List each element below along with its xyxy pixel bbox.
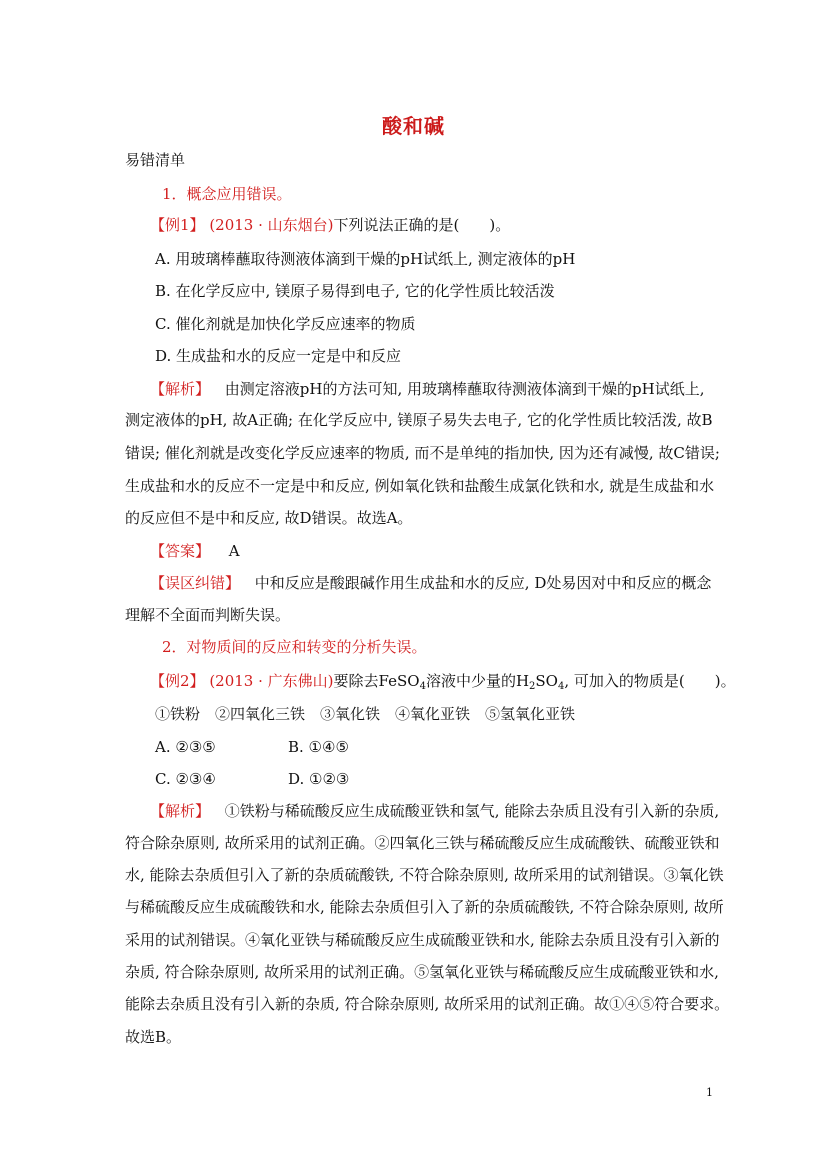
example-1-analysis-line-3: 错误; 催化剂就是改变化学反应速率的物质, 而不是单纯的指加快, 因为还有减慢, 故C错误; xyxy=(125,444,720,462)
example-1-analysis-tag: 【解析】 xyxy=(150,380,211,398)
example-2-option-b: B. ①④⑤ xyxy=(288,738,349,756)
example-2-analysis-line-4: 与稀硫酸反应生成硫酸铁和水, 能除去杂质但引入了新的杂质硫酸铁, 不符合除杂原则, 故所 xyxy=(125,898,724,916)
example-2-analysis-line-6: 杂质, 符合除杂原则, 故所采用的试剂正确。⑤氢氧化亚铁与稀硫酸反应生成硫酸亚铁和水, xyxy=(125,963,719,981)
example-1-analysis-line-2: 测定液体的pH, 故A正确; 在化学反应中, 镁原子易失去电子, 它的化学性质比较活泼, 故B xyxy=(125,411,713,429)
example-1-fix-line-2: 理解不全面而判断失误。 xyxy=(125,606,291,624)
subscript: 4 xyxy=(419,681,426,692)
question-part: 要除去FeSO xyxy=(333,672,420,690)
subscript: 4 xyxy=(557,681,565,692)
example-2-analysis-line-2: 符合除杂原则, 故所采用的试剂正确。②四氧化三铁与稀硫酸反应生成硫酸铁、硫酸亚铁和 xyxy=(125,834,720,852)
example-2-question xyxy=(150,671,736,697)
question-part: 溶液中少量的H xyxy=(425,672,530,690)
example-1-answer-value: A xyxy=(228,542,240,560)
page-title: 酸和碱 xyxy=(382,114,445,138)
example-1-analysis-line-1 xyxy=(150,379,704,399)
fix-text: 中和反应是酸跟碱作用生成盐和水的反应, D处易因对中和反应的概念 xyxy=(254,574,712,592)
example-1-fix-line-1 xyxy=(150,573,711,593)
example-1-analysis-line-5: 的反应但不是中和反应, 故D错误。故选A。 xyxy=(125,509,413,527)
example-2-option-d: D. ①②③ xyxy=(288,770,350,788)
example-1-answer xyxy=(150,541,240,561)
subscript: 2 xyxy=(529,681,536,692)
example-2-source: (2013 · 广东佛山) xyxy=(209,672,334,690)
example-2-option-c: C. ②③④ xyxy=(155,770,216,788)
example-2-analysis-line-1 xyxy=(150,801,719,821)
question-part: SO xyxy=(535,672,558,690)
example-1-source: (2013 · 山东烟台) xyxy=(209,216,334,234)
section-label: 易错清单 xyxy=(125,151,186,169)
example-1-option-a: A. 用玻璃棒蘸取待测液体滴到干燥的pH试纸上, 测定液体的pH xyxy=(155,250,576,268)
example-1-option-d: D. 生成盐和水的反应一定是中和反应 xyxy=(155,347,402,365)
example-1-fix-tag: 【误区纠错】 xyxy=(150,574,241,592)
example-2-analysis-tag: 【解析】 xyxy=(150,802,211,820)
item-heading-2: 2．对物质间的反应和转变的分析失误。 xyxy=(162,638,427,656)
example-1-analysis-line-4: 生成盐和水的反应不一定是中和反应, 例如氧化铁和盐酸生成氯化铁和水, 就是生成盐和水 xyxy=(125,477,715,495)
question-part: , 可加入的物质是( )。 xyxy=(564,672,736,690)
example-1-question-text: 下列说法正确的是( )。 xyxy=(333,216,511,234)
example-1-option-c: C. 催化剂就是加快化学反应速率的物质 xyxy=(155,315,416,333)
example-2-tag: 【例2】 xyxy=(150,672,205,690)
example-1-option-b: B. 在化学反应中, 镁原子易得到电子, 它的化学性质比较活泼 xyxy=(155,282,555,300)
example-2-option-a: A. ②③⑤ xyxy=(155,738,216,756)
example-1-answer-tag: 【答案】 xyxy=(150,542,211,560)
example-2-analysis-line-5: 采用的试剂错误。④氧化亚铁与稀硫酸反应生成硫酸亚铁和水, 能除去杂质且没有引入新的 xyxy=(125,931,720,949)
example-1-tag: 【例1】 xyxy=(150,216,205,234)
page-number: 1 xyxy=(706,1086,713,1099)
example-1-question xyxy=(150,215,510,235)
analysis-text: ①铁粉与稀硫酸反应生成硫酸亚铁和氢气, 能除去杂质且没有引入新的杂质, xyxy=(224,802,720,820)
example-2-substances: ①铁粉 ②四氧化三铁 ③氧化铁 ④氧化亚铁 ⑤氢氧化亚铁 xyxy=(155,705,576,723)
analysis-text: 由测定溶液pH的方法可知, 用玻璃棒蘸取待测液体滴到干燥的pH试纸上, xyxy=(224,380,705,398)
example-2-analysis-line-8: 故选B。 xyxy=(125,1028,182,1046)
example-2-analysis-line-7: 能除去杂质且没有引入新的杂质, 符合除杂原则, 故所采用的试剂正确。故①④⑤符合要求。 xyxy=(125,995,730,1013)
example-2-analysis-line-3: 水, 能除去杂质但引入了新的杂质硫酸铁, 不符合除杂原则, 故所采用的试剂错误。③氧化铁 xyxy=(125,866,724,884)
item-heading-1: 1．概念应用错误。 xyxy=(162,185,292,203)
